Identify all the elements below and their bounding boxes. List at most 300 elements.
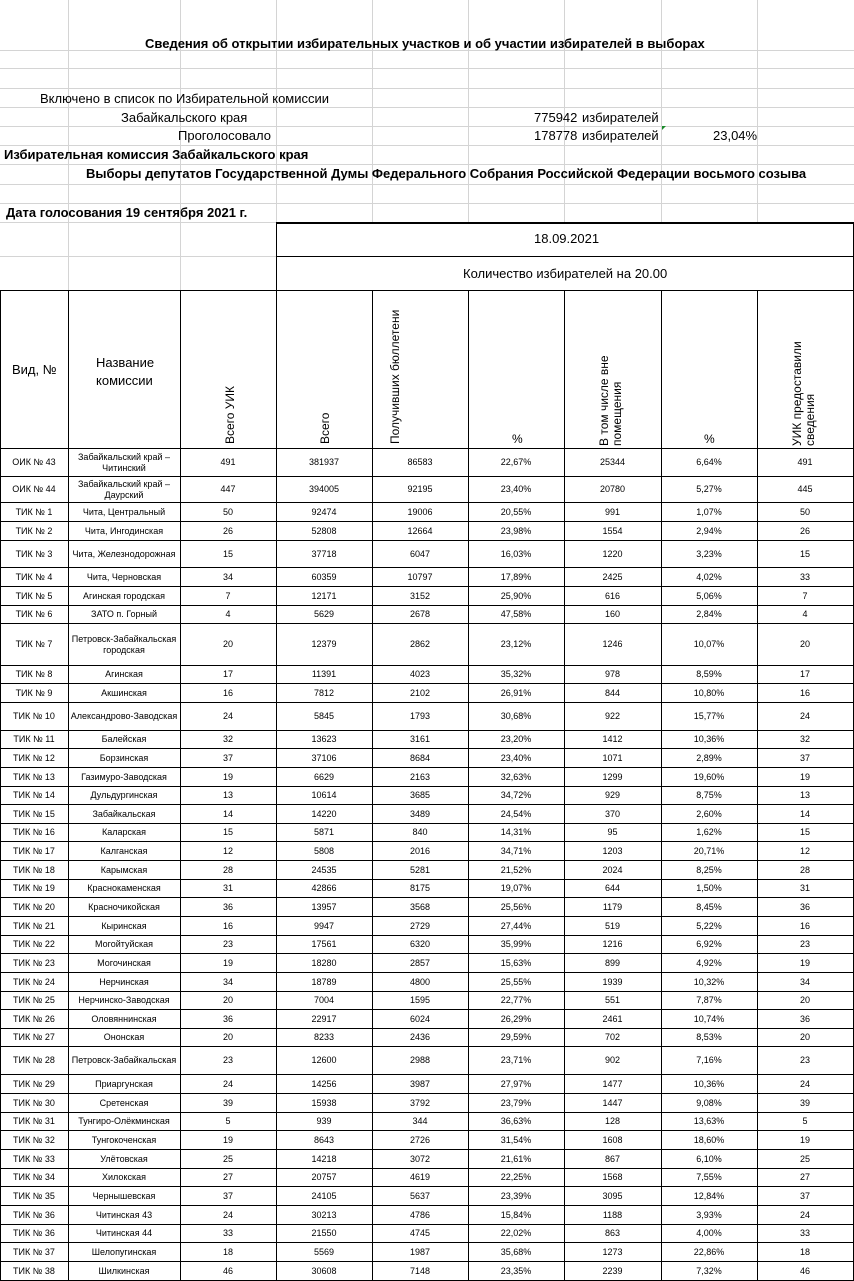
cell-received: 1595 (409, 995, 431, 1005)
cell-uik-reported: 18 (799, 1246, 810, 1257)
cell-received: 2102 (409, 687, 431, 698)
cell-pct2: 5,06% (696, 590, 722, 601)
cell-name: Петровск-Забайкальская (71, 1055, 177, 1065)
grid-line (0, 203, 854, 204)
cell-uik-total: 37 (222, 1190, 233, 1201)
cell-uik-reported: 19 (799, 771, 810, 782)
cell-pct2: 4,02% (696, 571, 722, 582)
cell-received: 4786 (409, 1209, 431, 1220)
cell-pct1: 21,61% (500, 1153, 532, 1164)
cell-outside: 844 (604, 687, 621, 698)
cell-received: 7148 (409, 1265, 431, 1276)
cell-outside: 863 (604, 1228, 621, 1238)
cell-pct2: 2,84% (696, 609, 722, 619)
cell-outside: 1477 (602, 1078, 623, 1089)
cell-pct1: 14,31% (500, 827, 532, 837)
grid-line (372, 0, 373, 222)
cell-pct1: 26,29% (500, 1013, 532, 1024)
cell-uik-reported: 23 (799, 1055, 810, 1065)
cell-total: 11391 (311, 669, 337, 679)
cell-pct1: 21,52% (500, 864, 532, 875)
cell-uik-total: 15 (222, 548, 233, 559)
cell-total: 92474 (311, 506, 337, 517)
grid-line (68, 0, 69, 222)
included-unit: избирателей (582, 110, 659, 125)
vote-date: Дата голосования 19 сентября 2021 г. (6, 205, 248, 220)
grid-line (757, 290, 758, 1280)
cell-pct2: 5,22% (696, 920, 722, 931)
cell-kind: ТИК № 32 (13, 1134, 55, 1145)
cell-pct1: 30,68% (500, 711, 532, 721)
cell-pct2: 4,92% (696, 957, 722, 968)
cell-total: 8643 (313, 1134, 335, 1145)
cell-pct1: 23,35% (500, 1265, 532, 1276)
cell-received: 4619 (409, 1172, 431, 1182)
cell-uik-total: 23 (222, 1055, 233, 1065)
cell-received: 3161 (409, 734, 431, 744)
cell-uik-reported: 491 (797, 457, 813, 467)
grid-line (276, 290, 277, 1280)
cell-name: Хилокская (102, 1172, 146, 1182)
cell-outside: 1246 (602, 639, 623, 649)
header-name: Название комиссии (96, 355, 155, 388)
cell-pct1: 34,71% (500, 845, 532, 856)
cell-name: Агинская городская (83, 590, 165, 601)
cell-pct2: 1,07% (696, 506, 722, 517)
cell-kind: ТИК № 8 (15, 669, 53, 679)
cell-pct1: 27,44% (500, 920, 532, 931)
header-kind: Вид, № (12, 362, 57, 377)
cell-outside: 702 (604, 1032, 621, 1042)
cell-kind: ТИК № 7 (15, 639, 53, 649)
cell-uik-reported: 33 (799, 1228, 810, 1238)
cell-pct1: 23,98% (500, 525, 532, 536)
cell-pct2: 6,92% (696, 939, 722, 949)
cell-uik-reported: 37 (799, 1190, 810, 1201)
cell-pct2: 8,45% (696, 901, 722, 912)
cell-pct1: 15,84% (500, 1209, 532, 1220)
grid-line (0, 68, 854, 69)
cell-total: 13623 (311, 734, 337, 744)
cell-uik-reported: 24 (799, 1078, 810, 1089)
cell-received: 2163 (409, 771, 431, 782)
cell-name: Газимуро-Заводская (81, 771, 167, 782)
grid-line (180, 290, 181, 1280)
cell-kind: ТИК № 19 (13, 883, 55, 893)
cell-received: 10797 (407, 571, 433, 582)
cell-uik-total: 18 (222, 1246, 233, 1257)
cell-pct1: 29,59% (500, 1032, 532, 1042)
cell-total: 5629 (313, 609, 335, 619)
cell-pct1: 35,99% (500, 939, 532, 949)
cell-outside: 128 (604, 1116, 621, 1126)
cell-uik-reported: 16 (799, 920, 810, 931)
cell-received: 92195 (407, 484, 433, 494)
cell-pct2: 8,59% (696, 669, 722, 679)
cell-name: Шелопугинская (91, 1246, 157, 1257)
cell-pct2: 7,32% (696, 1265, 722, 1276)
cell-pct1: 23,71% (500, 1055, 532, 1065)
grid-line (276, 222, 277, 290)
grid-line (564, 290, 565, 1280)
included-line2: Забайкальского края (121, 110, 248, 125)
cell-uik-reported: 32 (799, 734, 810, 744)
cell-uik-reported: 4 (802, 609, 808, 619)
cell-uik-reported: 26 (799, 525, 810, 536)
cell-total: 24535 (311, 864, 337, 875)
cell-pct1: 24,54% (500, 808, 532, 819)
cell-received: 3072 (409, 1153, 431, 1164)
cell-pct2: 4,00% (696, 1228, 722, 1238)
cell-kind: ТИК № 1 (15, 506, 53, 517)
cell-total: 8233 (313, 1032, 335, 1042)
grid-line (372, 290, 373, 1280)
cell-uik-reported: 46 (799, 1265, 810, 1276)
cell-outside: 1447 (602, 1097, 623, 1108)
grid-line (0, 290, 1, 1280)
cell-name: Читинская 44 (95, 1228, 153, 1238)
cell-uik-reported: 20 (799, 1032, 810, 1042)
cell-received: 6047 (409, 548, 431, 559)
cell-uik-reported: 5 (802, 1116, 808, 1126)
cell-uik-total: 19 (222, 771, 233, 782)
cell-kind: ТИК № 33 (13, 1153, 55, 1164)
cell-uik-reported: 36 (799, 901, 810, 912)
cell-pct2: 7,55% (696, 1172, 722, 1182)
cell-uik-total: 37 (222, 752, 233, 763)
cell-outside: 20780 (599, 484, 626, 494)
cell-outside: 1188 (602, 1209, 623, 1220)
cell-uik-total: 24 (222, 1078, 233, 1089)
cell-kind: ТИК № 30 (13, 1097, 55, 1108)
count-header: Количество избирателей на 20.00 (463, 266, 668, 281)
cell-kind: ТИК № 18 (13, 864, 55, 875)
cell-uik-total: 50 (222, 506, 233, 517)
cell-total: 394005 (308, 484, 340, 494)
cell-received: 4745 (409, 1228, 431, 1238)
cell-pct2: 1,50% (696, 883, 722, 893)
cell-received: 3987 (409, 1078, 431, 1089)
cell-received: 1987 (409, 1246, 431, 1257)
cell-name: Краснокаменская (87, 883, 161, 893)
cell-pct2: 5,27% (696, 484, 722, 494)
cell-received: 19006 (407, 506, 433, 517)
grid-line (0, 184, 854, 185)
cell-received: 2678 (409, 609, 431, 619)
cell-pct1: 25,55% (500, 976, 532, 987)
cell-total: 5845 (313, 711, 335, 721)
cell-total: 37718 (311, 548, 337, 559)
cell-uik-reported: 16 (799, 687, 810, 698)
cell-uik-total: 16 (222, 687, 233, 698)
voted-count: 178778 (534, 128, 578, 143)
grid-line (68, 290, 69, 1280)
cell-pct1: 35,68% (500, 1246, 532, 1257)
cell-pct1: 22,77% (500, 995, 532, 1005)
grid-line (0, 290, 854, 291)
included-count: 775942 (534, 110, 578, 125)
cell-pct1: 17,89% (500, 571, 532, 582)
cell-pct1: 22,67% (500, 457, 532, 467)
cell-total: 12379 (311, 639, 337, 649)
grid-line (757, 0, 758, 222)
cell-outside: 922 (604, 711, 621, 721)
cell-uik-total: 20 (222, 639, 233, 649)
cell-received: 4800 (409, 976, 431, 987)
cell-total: 22917 (311, 1013, 337, 1024)
cell-total: 5808 (313, 845, 335, 856)
cell-name: Нерчинско-Заводская (78, 995, 170, 1005)
cell-uik-reported: 445 (797, 484, 813, 494)
cell-name: Читинская 43 (95, 1209, 153, 1220)
cell-kind: ТИК № 27 (13, 1032, 55, 1042)
cell-outside: 929 (604, 790, 621, 800)
cell-pct1: 23,12% (500, 639, 532, 649)
cell-pct2: 2,60% (696, 808, 722, 819)
cell-total: 15938 (311, 1097, 337, 1108)
cell-outside: 95 (607, 827, 618, 837)
cell-total: 18280 (311, 957, 337, 968)
cell-pct2: 8,25% (696, 864, 722, 875)
cell-uik-total: 36 (222, 1013, 233, 1024)
cell-kind: ТИК № 10 (13, 711, 55, 721)
cell-outside: 1216 (602, 939, 623, 949)
cell-pct1: 22,02% (500, 1228, 532, 1238)
cell-received: 2726 (409, 1134, 431, 1145)
cell-uik-total: 7 (225, 590, 231, 601)
cell-pct1: 23,20% (500, 734, 532, 744)
cell-outside: 991 (604, 506, 621, 517)
cell-uik-total: 25 (222, 1153, 233, 1164)
cell-kind: ТИК № 37 (13, 1246, 55, 1257)
cell-kind: ТИК № 23 (13, 957, 55, 968)
cell-total: 60359 (311, 571, 337, 582)
cell-name: Чита, Железнодорожная (72, 548, 176, 559)
cell-name: Красночикойская (88, 901, 160, 912)
cell-total: 14220 (311, 808, 337, 819)
cell-name: Улётовская (100, 1153, 148, 1164)
cell-name: Тунгиро-Олёкминская (78, 1116, 170, 1126)
cell-uik-total: 23 (222, 939, 233, 949)
cell-kind: ТИК № 15 (13, 808, 55, 819)
cell-pct2: 10,32% (693, 976, 725, 987)
cell-total: 5569 (313, 1246, 335, 1257)
cell-uik-total: 32 (222, 734, 233, 744)
cell-pct1: 23,39% (500, 1190, 532, 1201)
cell-pct2: 18,60% (693, 1134, 725, 1145)
cell-uik-reported: 15 (799, 827, 810, 837)
cell-total: 30213 (311, 1209, 337, 1220)
cell-pct1: 47,58% (500, 609, 532, 619)
voted-label: Проголосовало (178, 128, 271, 143)
header-pct2: % (704, 432, 715, 446)
cell-name: Чернышевская (92, 1190, 156, 1201)
cell-uik-total: 34 (222, 571, 233, 582)
cell-received: 3152 (409, 590, 431, 601)
cell-uik-reported: 25 (799, 1153, 810, 1164)
cell-pct1: 15,63% (500, 957, 532, 968)
voted-unit: избирателей (582, 128, 659, 143)
cell-pct1: 25,56% (500, 901, 532, 912)
cell-kind: ТИК № 24 (13, 976, 55, 987)
cell-uik-total: 14 (222, 808, 233, 819)
cell-received: 2016 (409, 845, 431, 856)
cell-outside: 1273 (602, 1246, 623, 1257)
cell-kind: ТИК № 36 (13, 1209, 55, 1220)
cell-kind: ТИК № 5 (15, 590, 53, 601)
cell-uik-total: 24 (222, 1209, 233, 1220)
cell-uik-total: 13 (222, 790, 233, 800)
grid-line (0, 88, 854, 89)
cell-total: 7004 (313, 995, 335, 1005)
cell-received: 3568 (409, 901, 431, 912)
grid-line (276, 256, 854, 257)
cell-pct2: 7,87% (696, 995, 722, 1005)
cell-name: Карымская (100, 864, 148, 875)
cell-uik-reported: 50 (799, 506, 810, 517)
cell-received: 2857 (409, 957, 431, 968)
cell-pct2: 20,71% (693, 845, 725, 856)
cell-name: Нерчинская (99, 976, 149, 987)
grid-line (68, 222, 69, 290)
grid-line (180, 222, 181, 290)
cell-uik-reported: 23 (799, 939, 810, 949)
cell-total: 5871 (313, 827, 335, 837)
cell-received: 8175 (409, 883, 431, 893)
cell-outside: 2024 (602, 864, 623, 875)
cell-received: 3489 (409, 808, 431, 819)
cell-uik-total: 15 (222, 827, 233, 837)
cell-kind: ОИК № 43 (12, 457, 56, 467)
cell-received: 5281 (409, 864, 431, 875)
cell-name: Чита, Ингодинская (84, 525, 164, 536)
cell-outside: 25344 (599, 457, 626, 467)
cell-name: Балейская (101, 734, 147, 744)
cell-total: 12600 (311, 1055, 337, 1065)
cell-outside: 1554 (602, 525, 623, 536)
cell-pct2: 10,36% (693, 1078, 725, 1089)
cell-outside: 644 (604, 883, 621, 893)
cell-outside: 1608 (602, 1134, 623, 1145)
cell-pct2: 10,74% (693, 1013, 725, 1024)
cell-uik-reported: 20 (799, 639, 810, 649)
cell-received: 6024 (409, 1013, 431, 1024)
cell-uik-reported: 39 (799, 1097, 810, 1108)
cell-uik-total: 31 (222, 883, 233, 893)
cell-pct2: 9,08% (696, 1097, 722, 1108)
cell-outside: 370 (604, 808, 621, 819)
cell-uik-reported: 37 (799, 752, 810, 763)
cell-pct2: 13,63% (693, 1116, 725, 1126)
cell-outside: 616 (604, 590, 621, 601)
cell-pct1: 16,03% (500, 548, 532, 559)
header-uik-total: Всего УИК (223, 385, 237, 444)
included-line1: Включено в список по Избирательной комиссии (40, 91, 330, 106)
cell-outside: 899 (604, 957, 621, 968)
cell-total: 12171 (311, 590, 337, 601)
cell-name: Ононская (103, 1032, 145, 1042)
cell-uik-reported: 27 (799, 1172, 810, 1182)
grid-line (0, 164, 854, 165)
grid-line (468, 0, 469, 222)
cell-pct1: 35,32% (500, 669, 532, 679)
cell-pct2: 10,07% (693, 639, 725, 649)
cell-total: 6629 (313, 771, 335, 782)
header-outside: В том числе вне помещения (597, 355, 624, 446)
cell-total: 14218 (311, 1153, 337, 1164)
cell-name: Оловяннинская (91, 1013, 157, 1024)
cell-received: 8684 (409, 752, 431, 763)
cell-uik-total: 26 (222, 525, 233, 536)
commission-name: Избирательная комиссия Забайкальского края (4, 147, 309, 162)
cell-name: Кыринская (101, 920, 147, 931)
cell-pct1: 23,79% (500, 1097, 532, 1108)
cell-kind: ТИК № 4 (15, 571, 53, 582)
cell-kind: ТИК № 16 (13, 827, 55, 837)
cell-outside: 1071 (602, 752, 623, 763)
cell-uik-reported: 24 (799, 711, 810, 721)
cell-kind: ТИК № 35 (13, 1190, 55, 1201)
cell-total: 30608 (311, 1265, 337, 1276)
cell-total: 18789 (311, 976, 337, 987)
cell-total: 37106 (311, 752, 337, 763)
cell-pct2: 7,16% (696, 1055, 722, 1065)
cell-kind: ТИК № 36 (13, 1228, 55, 1238)
cell-uik-total: 491 (220, 457, 236, 467)
cell-uik-total: 27 (222, 1172, 233, 1182)
cell-received: 3792 (409, 1097, 431, 1108)
cell-uik-total: 39 (222, 1097, 233, 1108)
header-received: Получивших бюллетени (388, 309, 402, 444)
cell-kind: ТИК № 12 (13, 752, 55, 763)
grid-line (276, 222, 854, 224)
cell-pct2: 6,10% (696, 1153, 722, 1164)
cell-uik-reported: 19 (799, 1134, 810, 1145)
cell-name: Приаргунская (95, 1078, 153, 1089)
cell-received: 1793 (409, 711, 431, 721)
cell-outside: 2239 (602, 1265, 623, 1276)
cell-pct1: 32,63% (500, 771, 532, 782)
cell-uik-reported: 17 (799, 669, 810, 679)
cell-received: 2436 (409, 1032, 431, 1042)
cell-kind: ТИК № 29 (13, 1078, 55, 1089)
cell-name: Чита, Черновская (86, 571, 162, 582)
cell-total: 17561 (311, 939, 337, 949)
cell-pct1: 23,40% (500, 752, 532, 763)
cell-pct2: 10,36% (693, 734, 725, 744)
cell-received: 840 (412, 827, 428, 837)
cell-uik-total: 19 (222, 1134, 233, 1145)
cell-total: 20757 (311, 1172, 337, 1182)
cell-outside: 867 (604, 1153, 621, 1164)
cell-pct2: 6,64% (696, 457, 722, 467)
cell-total: 14256 (311, 1078, 337, 1089)
cell-pct2: 1,62% (696, 827, 722, 837)
cell-uik-total: 46 (222, 1265, 233, 1276)
cell-received: 5637 (409, 1190, 431, 1201)
cell-pct2: 8,75% (696, 790, 722, 800)
grid-line (0, 145, 854, 146)
cell-uik-reported: 20 (799, 995, 810, 1005)
header-uik-reported: УИК предоставили сведения (790, 341, 817, 446)
cell-outside: 2425 (602, 571, 623, 582)
cell-uik-total: 16 (222, 920, 233, 931)
cell-name: Калганская (100, 845, 148, 856)
cell-kind: ТИК № 9 (15, 687, 53, 698)
cell-outside: 902 (604, 1055, 621, 1065)
cell-pct1: 36,63% (500, 1116, 532, 1126)
cell-pct2: 12,84% (693, 1190, 725, 1201)
